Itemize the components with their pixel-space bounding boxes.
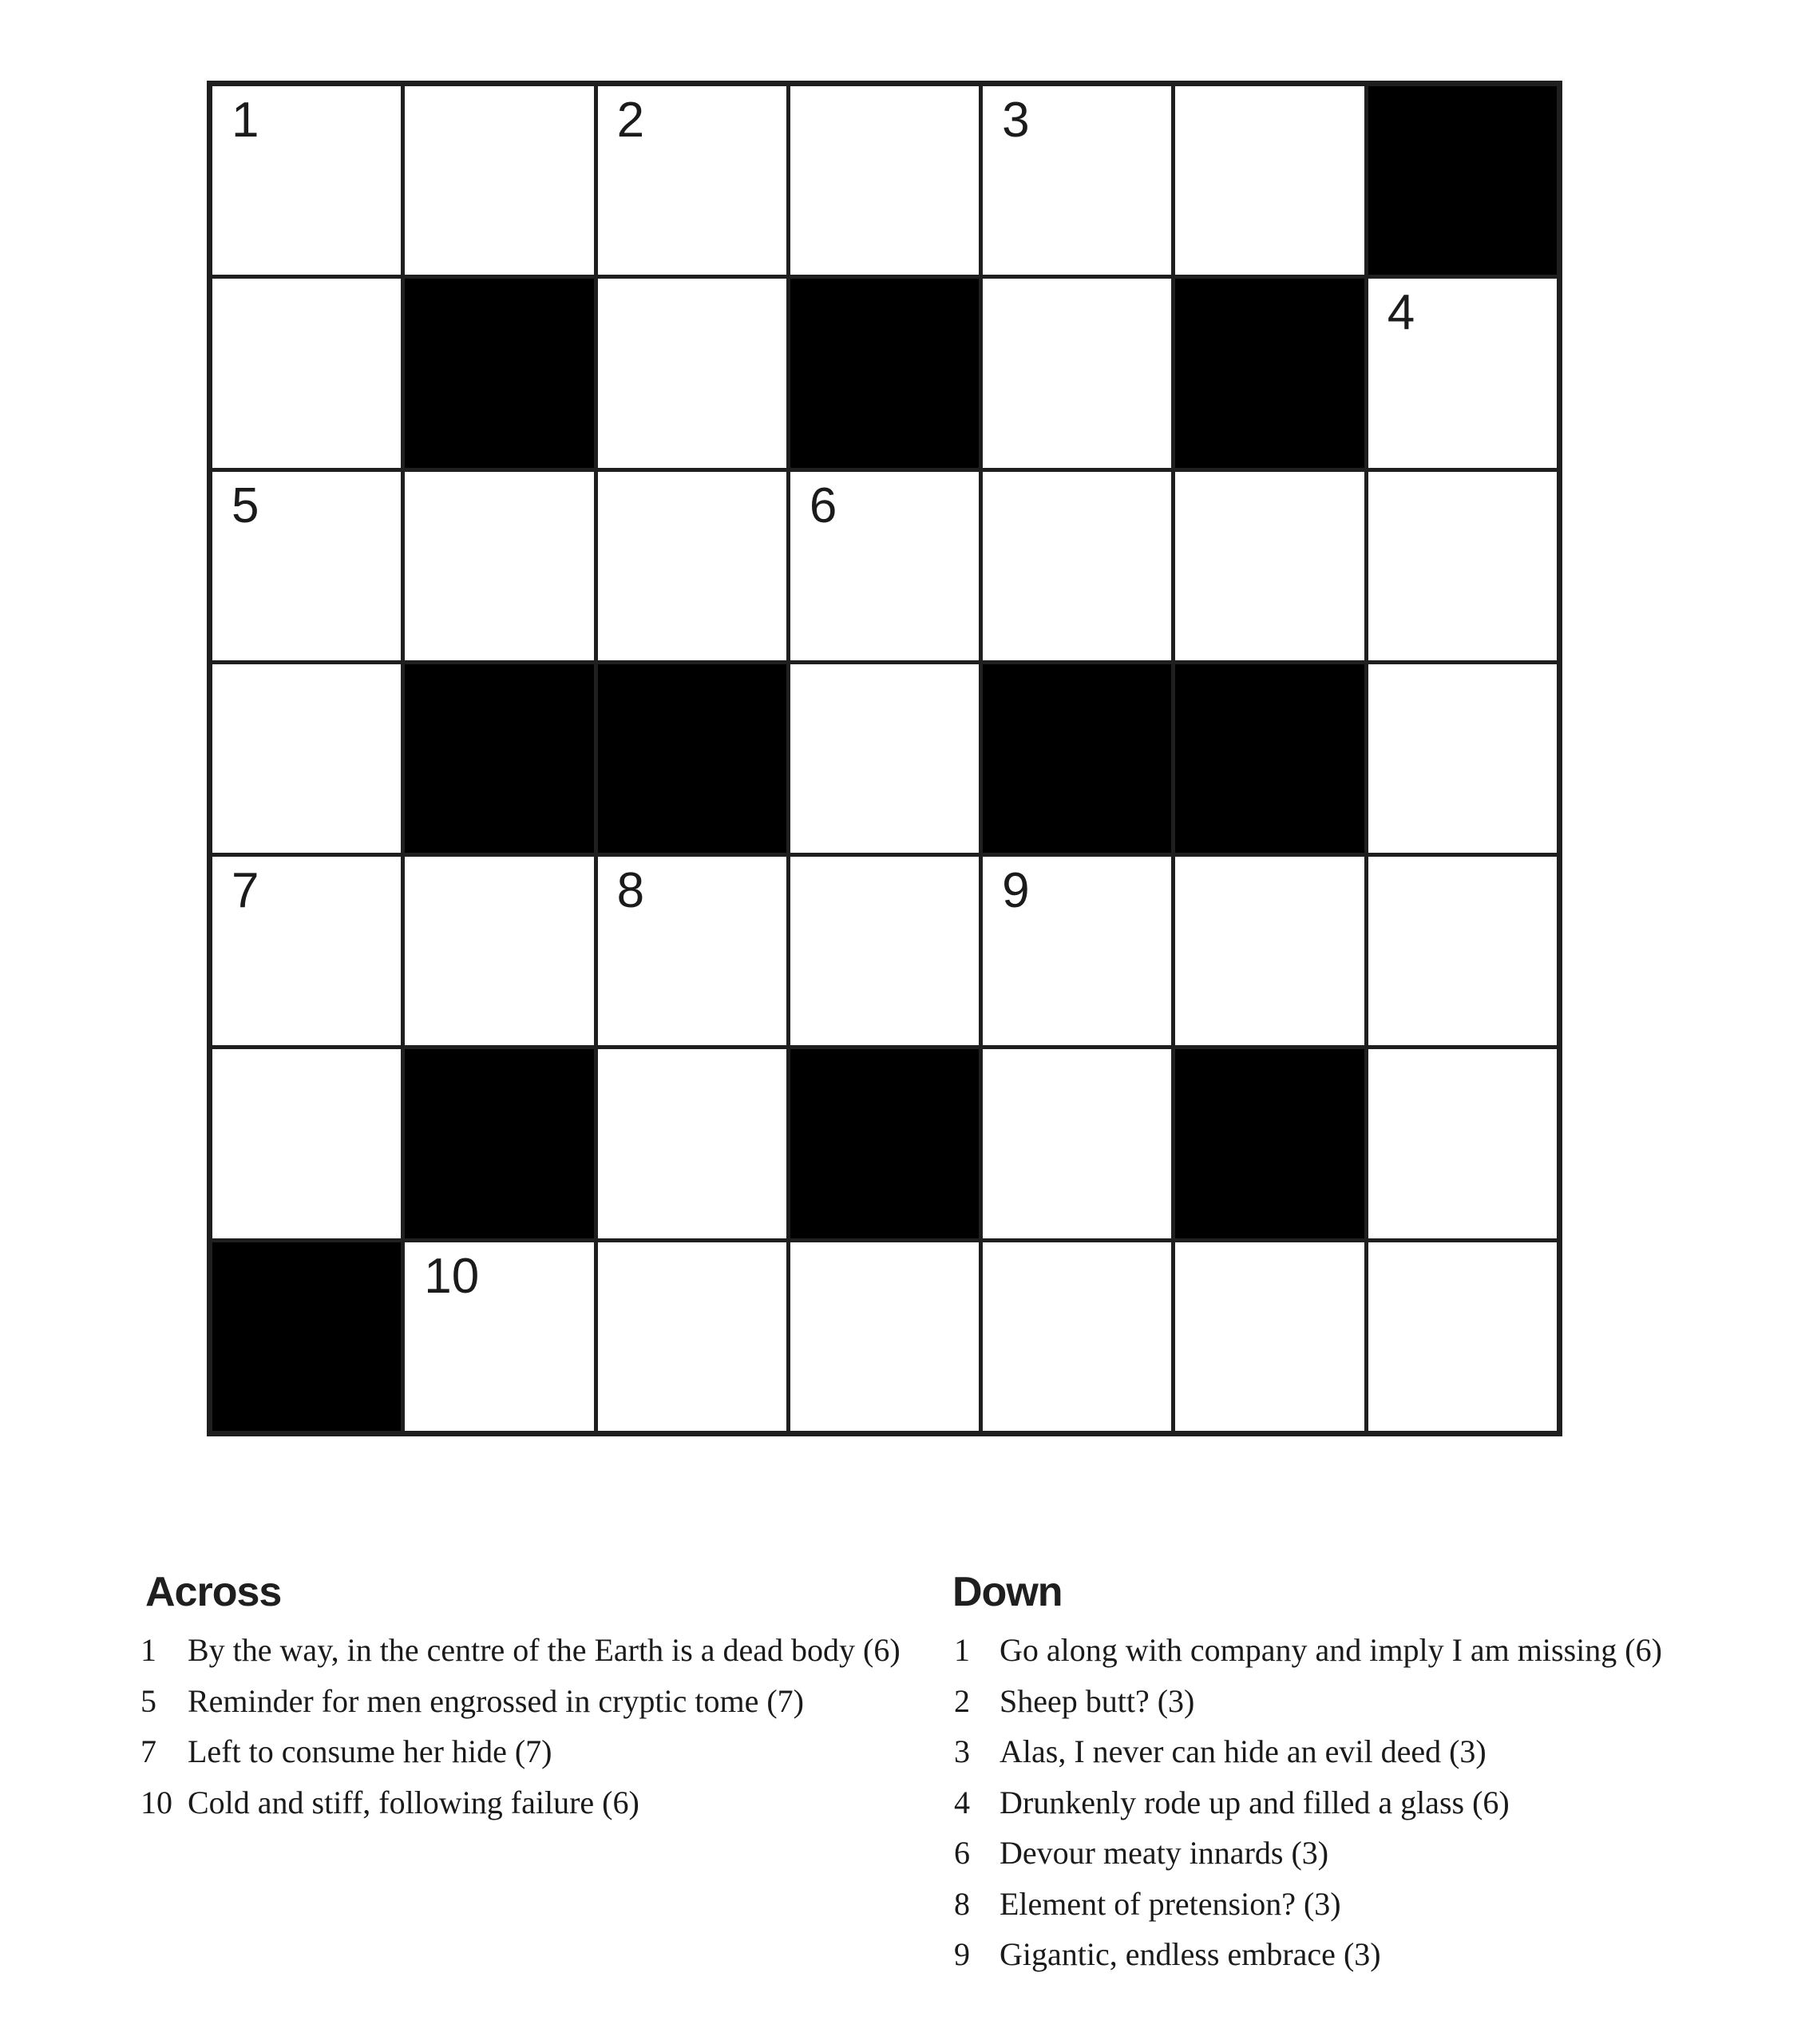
cell-number-10: 10 bbox=[424, 1248, 480, 1304]
white-cell-r1c4[interactable] bbox=[790, 86, 979, 275]
white-cell-r3c5[interactable] bbox=[983, 472, 1171, 660]
clue-text: Element of pretension? (3) bbox=[1000, 1885, 1341, 1922]
black-cell-r1c7 bbox=[1368, 86, 1557, 275]
white-cell-r5c3[interactable] bbox=[598, 857, 786, 1045]
clue-text: Sheep butt? (3) bbox=[1000, 1682, 1195, 1719]
clue-number: 1 bbox=[954, 1632, 970, 1668]
down-heading: Down bbox=[952, 1569, 1063, 1615]
white-cell-r7c2[interactable] bbox=[405, 1242, 593, 1431]
white-cell-r6c5[interactable] bbox=[983, 1049, 1171, 1238]
crossword-grid bbox=[207, 81, 1562, 1436]
down-clue-9 bbox=[954, 1929, 1662, 1980]
cell-number-6: 6 bbox=[809, 477, 837, 533]
clue-number: 1 bbox=[141, 1632, 156, 1668]
black-cell-r2c4 bbox=[790, 279, 979, 467]
white-cell-r5c6[interactable] bbox=[1175, 857, 1364, 1045]
across-clue-5 bbox=[141, 1676, 901, 1727]
clue-number: 10 bbox=[141, 1784, 172, 1820]
clue-number: 9 bbox=[954, 1936, 970, 1972]
white-cell-r3c3[interactable] bbox=[598, 472, 786, 660]
white-cell-r5c7[interactable] bbox=[1368, 857, 1557, 1045]
cell-number-4: 4 bbox=[1387, 285, 1415, 341]
white-cell-r5c4[interactable] bbox=[790, 857, 979, 1045]
clue-text: Devour meaty innards (3) bbox=[1000, 1835, 1329, 1871]
clue-text: Gigantic, endless embrace (3) bbox=[1000, 1936, 1381, 1972]
clue-number: 4 bbox=[954, 1784, 970, 1820]
white-cell-r4c7[interactable] bbox=[1368, 664, 1557, 853]
white-cell-r4c1[interactable] bbox=[212, 664, 401, 853]
clue-text: Go along with company and imply I am missing (6) bbox=[1000, 1632, 1662, 1668]
clue-number: 3 bbox=[954, 1733, 970, 1769]
black-cell-r4c2 bbox=[405, 664, 593, 853]
white-cell-r6c7[interactable] bbox=[1368, 1049, 1557, 1238]
white-cell-r3c6[interactable] bbox=[1175, 472, 1364, 660]
clue-number: 5 bbox=[141, 1682, 156, 1719]
down-clue-8 bbox=[954, 1879, 1662, 1930]
down-clue-6 bbox=[954, 1828, 1662, 1879]
cell-number-9: 9 bbox=[1002, 863, 1030, 919]
cell-number-8: 8 bbox=[616, 863, 645, 919]
down-clue-3 bbox=[954, 1726, 1662, 1777]
clue-text: Reminder for men engrossed in cryptic tome (7) bbox=[188, 1682, 804, 1719]
across-clue-list bbox=[141, 1625, 901, 1828]
black-cell-r4c6 bbox=[1175, 664, 1364, 853]
black-cell-r4c5 bbox=[983, 664, 1171, 853]
clue-text: By the way, in the centre of the Earth is a dead body (6) bbox=[188, 1632, 901, 1668]
white-cell-r2c7[interactable] bbox=[1368, 279, 1557, 467]
white-cell-r2c5[interactable] bbox=[983, 279, 1171, 467]
black-cell-r4c3 bbox=[598, 664, 786, 853]
white-cell-r6c3[interactable] bbox=[598, 1049, 786, 1238]
black-cell-r6c6 bbox=[1175, 1049, 1364, 1238]
white-cell-r5c2[interactable] bbox=[405, 857, 593, 1045]
clue-text: Cold and stiff, following failure (6) bbox=[188, 1784, 639, 1820]
black-cell-r6c2 bbox=[405, 1049, 593, 1238]
black-cell-r2c2 bbox=[405, 279, 593, 467]
white-cell-r7c4[interactable] bbox=[790, 1242, 979, 1431]
down-clue-2 bbox=[954, 1676, 1662, 1727]
white-cell-r3c7[interactable] bbox=[1368, 472, 1557, 660]
down-clue-4 bbox=[954, 1777, 1662, 1828]
cell-number-7: 7 bbox=[232, 863, 259, 919]
clue-number: 8 bbox=[954, 1885, 970, 1922]
white-cell-r7c5[interactable] bbox=[983, 1242, 1171, 1431]
across-heading: Across bbox=[145, 1569, 282, 1615]
white-cell-r5c5[interactable] bbox=[983, 857, 1171, 1045]
white-cell-r5c1[interactable] bbox=[212, 857, 401, 1045]
white-cell-r4c4[interactable] bbox=[790, 664, 979, 853]
down-clue-1 bbox=[954, 1625, 1662, 1676]
white-cell-r2c3[interactable] bbox=[598, 279, 786, 467]
clue-text: Alas, I never can hide an evil deed (3) bbox=[1000, 1733, 1486, 1769]
white-cell-r3c1[interactable] bbox=[212, 472, 401, 660]
white-cell-r1c5[interactable] bbox=[983, 86, 1171, 275]
white-cell-r1c6[interactable] bbox=[1175, 86, 1364, 275]
across-clue-7 bbox=[141, 1726, 901, 1777]
across-clue-10 bbox=[141, 1777, 901, 1828]
white-cell-r7c6[interactable] bbox=[1175, 1242, 1364, 1431]
white-cell-r7c7[interactable] bbox=[1368, 1242, 1557, 1431]
clue-number: 6 bbox=[954, 1835, 970, 1871]
cell-number-3: 3 bbox=[1002, 93, 1030, 148]
across-clue-1 bbox=[141, 1625, 901, 1676]
white-cell-r2c1[interactable] bbox=[212, 279, 401, 467]
cell-number-2: 2 bbox=[616, 93, 645, 148]
white-cell-r3c2[interactable] bbox=[405, 472, 593, 660]
black-cell-r2c6 bbox=[1175, 279, 1364, 467]
white-cell-r1c3[interactable] bbox=[598, 86, 786, 275]
cell-number-1: 1 bbox=[232, 93, 259, 148]
clue-text: Left to consume her hide (7) bbox=[188, 1733, 552, 1769]
white-cell-r1c2[interactable] bbox=[405, 86, 593, 275]
clue-number: 7 bbox=[141, 1733, 156, 1769]
white-cell-r6c1[interactable] bbox=[212, 1049, 401, 1238]
white-cell-r7c3[interactable] bbox=[598, 1242, 786, 1431]
clue-text: Drunkenly rode up and filled a glass (6) bbox=[1000, 1784, 1510, 1820]
down-clue-list bbox=[954, 1625, 1662, 1980]
clue-number: 2 bbox=[954, 1682, 970, 1719]
cell-number-5: 5 bbox=[232, 477, 259, 533]
black-cell-r6c4 bbox=[790, 1049, 979, 1238]
black-cell-r7c1 bbox=[212, 1242, 401, 1431]
white-cell-r3c4[interactable] bbox=[790, 472, 979, 660]
white-cell-r1c1[interactable] bbox=[212, 86, 401, 275]
